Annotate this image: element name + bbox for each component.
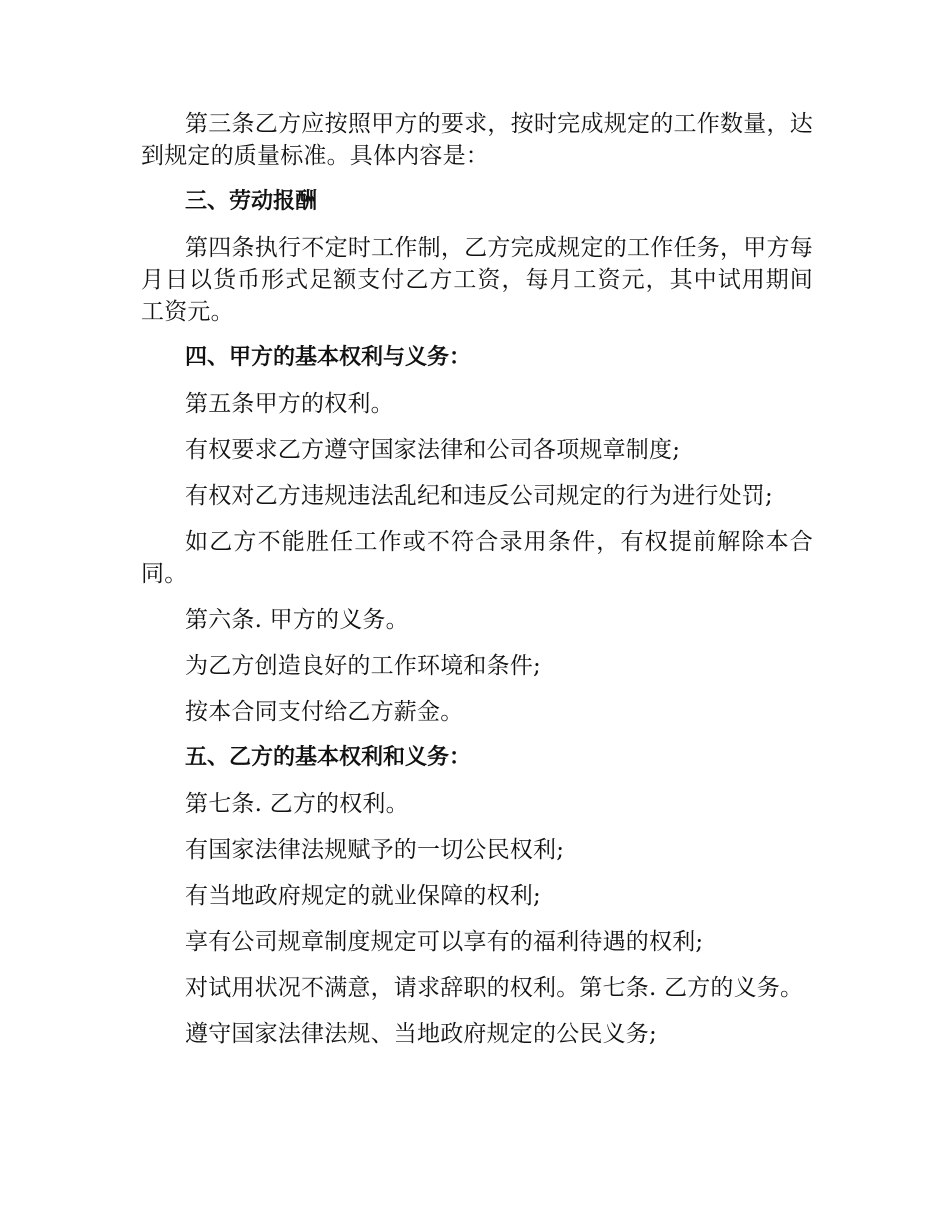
- document-body: [141, 108, 813, 1064]
- paragraph-item: 有权要求乙方遵守国家法律和公司各项规章制度;: [185, 437, 681, 463]
- paragraph-article-7: 第七条. 乙方的权利。: [185, 791, 409, 817]
- paragraph-article-5: 第五条甲方的权利。: [185, 391, 394, 417]
- paragraph-article-6: 第六条. 甲方的义务。: [185, 607, 409, 633]
- paragraph-item: 如乙方不能胜任工作或不符合录用条件，有权提前解除本合同。: [141, 529, 813, 587]
- section-heading-party-b-rights: 五、乙方的基本权利和义务：: [185, 745, 472, 770]
- paragraph-item: 有当地政府规定的就业保障的权利;: [185, 883, 541, 909]
- section-heading-party-a-rights: 四、甲方的基本权利与义务：: [185, 345, 472, 370]
- paragraph-item: 对试用状况不满意，请求辞职的权利。第七条. 乙方的义务。: [185, 975, 804, 1001]
- paragraph-item: 有国家法律法规赋予的一切公民权利;: [185, 837, 565, 863]
- paragraph-item: 享有公司规章制度规定可以享有的福利待遇的权利;: [185, 929, 704, 955]
- paragraph-article-3: 第三条乙方应按照甲方的要求，按时完成规定的工作数量，达到规定的质量标准。具体内容是：: [141, 111, 813, 169]
- section-heading-remuneration: 三、劳动报酬: [185, 189, 318, 214]
- paragraph-item: 有权对乙方违规违法乱纪和违反公司规定的行为进行处罚;: [185, 483, 773, 509]
- paragraph-item: 为乙方创造良好的工作环境和条件;: [185, 653, 541, 679]
- paragraph-item: 按本合同支付给乙方薪金。: [185, 699, 464, 725]
- paragraph-article-4: 第四条执行不定时工作制，乙方完成规定的工作任务，甲方每月日以货币形式足额支付乙方工资，每月工资元，其中试用期间工资元。: [141, 235, 813, 325]
- paragraph-item: 遵守国家法律法规、当地政府规定的公民义务;: [185, 1021, 657, 1047]
